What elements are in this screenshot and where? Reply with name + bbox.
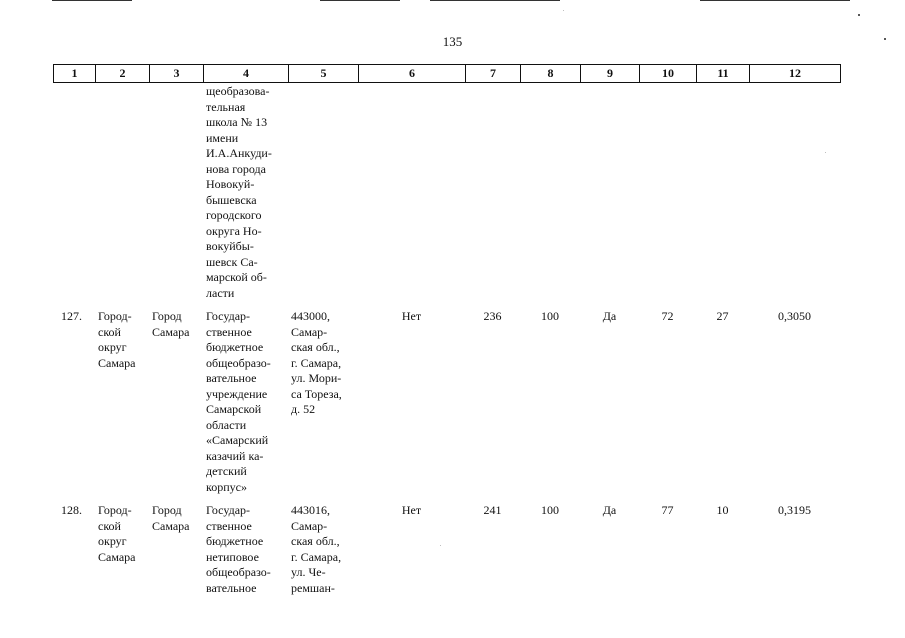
line: Новокуй- <box>206 177 255 191</box>
header-col-7: 7 <box>466 65 521 83</box>
col11-value: 27 <box>716 309 729 323</box>
col10-value: 77 <box>661 503 674 517</box>
line: тельная <box>206 99 246 114</box>
organization-name: Государ- ственное бюджетное общеобразо- вательное учреждение Самарской области «Самарский казачий ка- детский корпус» <box>206 309 271 494</box>
header-col-3: 3 <box>150 65 204 83</box>
col11-value: 10 <box>716 503 729 517</box>
header-col-4: 4 <box>204 65 289 83</box>
col9-value: Да <box>602 503 617 517</box>
line: округа Но- <box>206 223 262 238</box>
row-number: 127. <box>61 309 82 323</box>
line: городского <box>206 208 262 222</box>
address: 443000, Самар- ская обл., г. Самара, ул. Мори- са Тореза, д. 52 <box>291 309 342 416</box>
locality: Город Самара <box>152 309 190 339</box>
col8-value: 100 <box>541 309 559 323</box>
col9-value: Да <box>602 309 617 323</box>
col6-value: Нет <box>401 503 422 517</box>
line: нова города <box>206 161 266 176</box>
line: вокуйбы- <box>206 239 254 253</box>
col12-value: 0,3195 <box>778 503 811 517</box>
col10-value: 72 <box>661 309 674 323</box>
line: школа № 13 <box>206 115 268 129</box>
row-number: 128. <box>61 503 82 517</box>
table-row <box>53 503 840 596</box>
top-scan-line <box>52 0 132 1</box>
scan-speck <box>858 14 860 16</box>
column-number-header <box>53 64 841 83</box>
organization-name: Государ- ственное бюджетное нетиповое общеобразо- вательное <box>206 503 271 595</box>
address: 443016, Самар- ская обл., г. Самара, ул. Че- ремшан- <box>291 503 342 595</box>
top-scan-line <box>320 0 400 1</box>
scan-speck <box>563 10 564 11</box>
page-number: 135 <box>442 34 463 49</box>
line: ласти <box>206 285 235 300</box>
municipality: Город- ской округ Самара <box>98 309 136 370</box>
col6-value: Нет <box>401 309 422 323</box>
line: И.А.Анкуди- <box>206 146 272 160</box>
top-scan-line <box>700 0 850 1</box>
col8-value: 100 <box>541 503 559 517</box>
header-col-12: 12 <box>750 65 841 83</box>
top-scan-line <box>430 0 560 1</box>
header-col-10: 10 <box>640 65 697 83</box>
locality: Город Самара <box>152 503 190 533</box>
table-row <box>53 309 840 495</box>
line: щеобразова- <box>206 84 270 98</box>
col7-value: 241 <box>483 503 502 517</box>
header-col-9: 9 <box>581 65 640 83</box>
header-col-5: 5 <box>289 65 359 83</box>
line: марской об- <box>206 270 267 284</box>
municipality: Город- ской округ Самара <box>98 503 136 564</box>
header-col-6: 6 <box>359 65 466 83</box>
line: имени <box>206 130 239 145</box>
table-row-continuation <box>53 84 840 301</box>
header-col-2: 2 <box>96 65 150 83</box>
header-col-11: 11 <box>697 65 750 83</box>
line: шевск Са- <box>206 254 258 269</box>
continuation-org-name <box>203 84 288 301</box>
line: бышевска <box>206 192 257 207</box>
header-col-8: 8 <box>521 65 581 83</box>
col12-value: 0,3050 <box>778 309 811 323</box>
header-col-1: 1 <box>54 65 96 83</box>
col7-value: 236 <box>483 309 502 323</box>
schools-table <box>53 84 840 596</box>
